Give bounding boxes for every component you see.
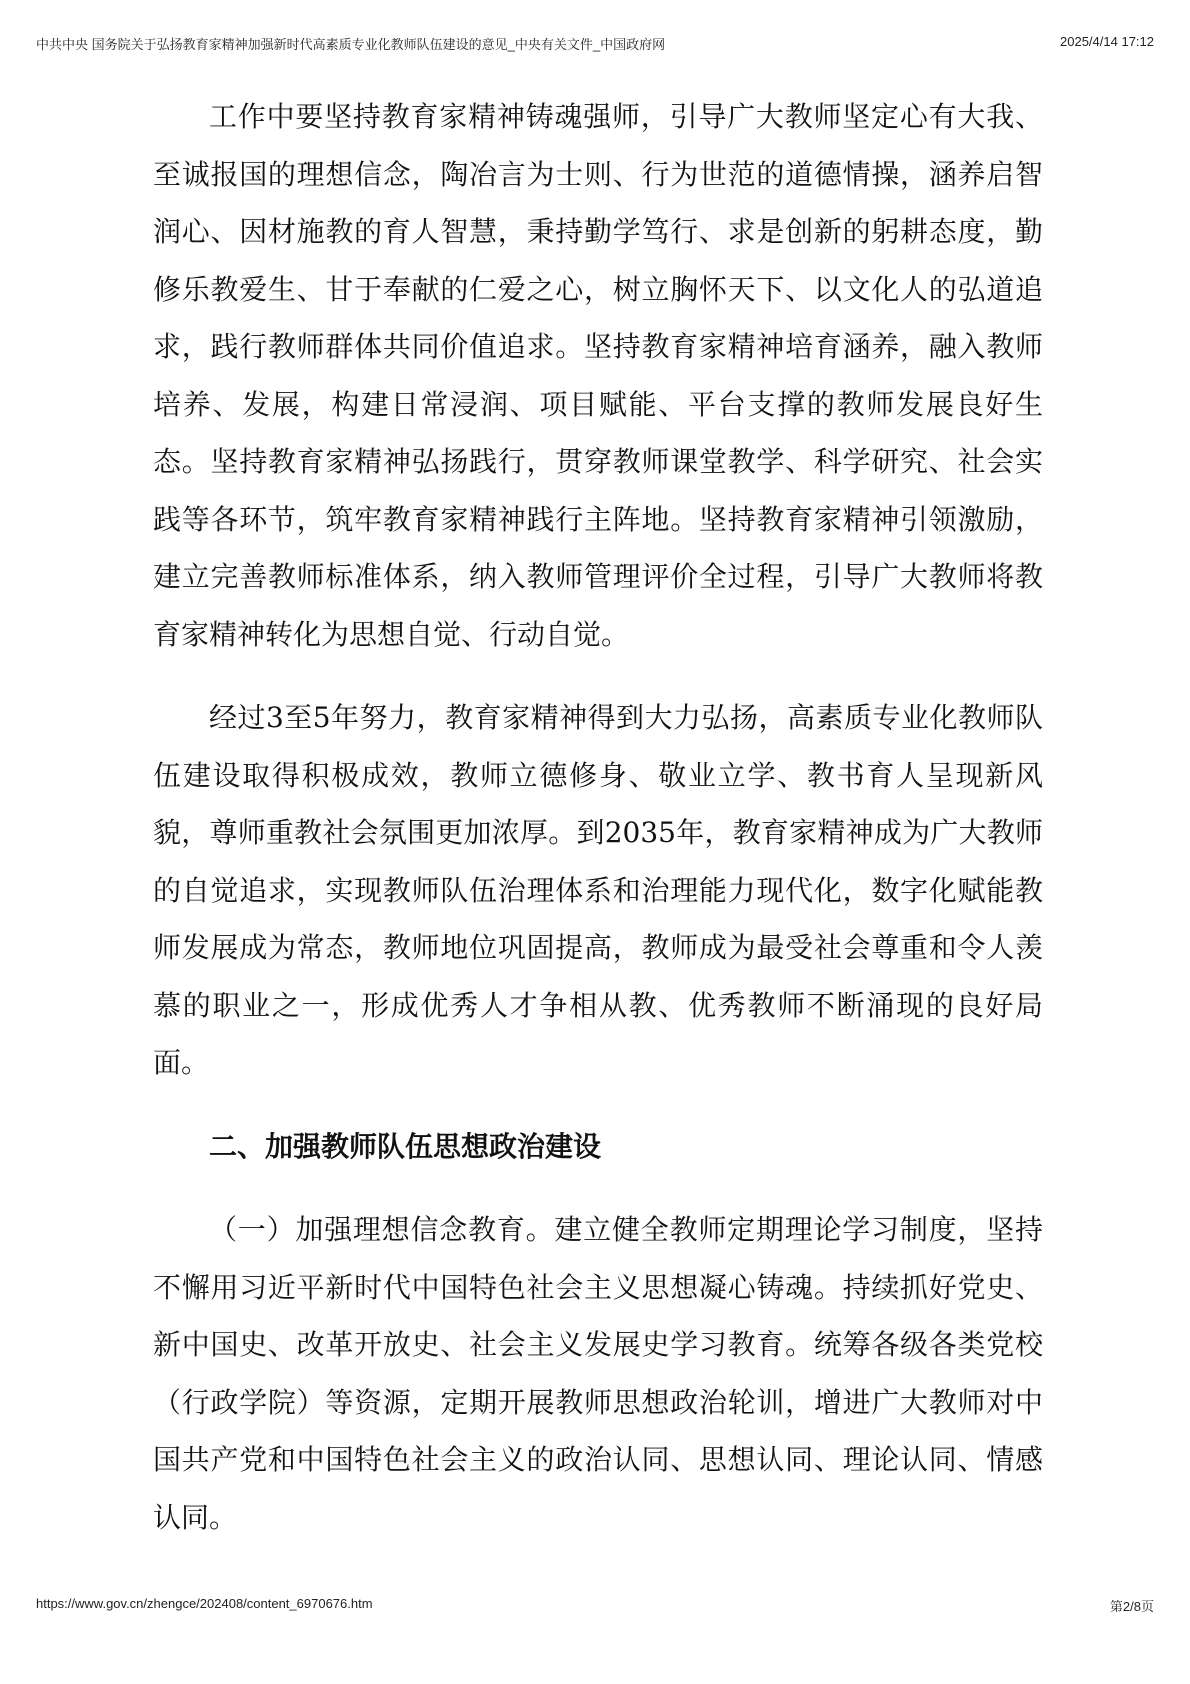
page-url: https://www.gov.cn/zhengce/202408/content_6970676.htm <box>36 1596 373 1611</box>
print-timestamp: 2025/4/14 17:12 <box>1060 34 1154 49</box>
section-heading: 二、加强教师队伍思想政治建设 <box>209 1129 602 1163</box>
document-body <box>153 88 1043 1546</box>
body-paragraph: （一）加强理想信念教育。建立健全教师定期理论学习制度，坚持不懈用习近平新时代中国特色社会主义思想凝心铸魂。持续抓好党史、新中国史、改革开放史、社会主义发展史学习教育。统筹各级各类党校（行政学院）等资源，定期开展教师思想政治轮训，增进广大教师对中国共产党和中国特色社会主义的政治认同、思想认同、理论认同、情感认同。 <box>153 1213 1043 1534</box>
body-paragraph: 经过3至5年努力，教育家精神得到大力弘扬，高素质专业化教师队伍建设取得积极成效，教师立德修身、敬业立学、教书育人呈现新风貌，尊师重教社会氛围更加浓厚。到2035年，教育家精神成为广大教师的自觉追求，实现教师队伍治理体系和治理能力现代化，数字化赋能教师发展成为常态，教师地位巩固提高，教师成为最受社会尊重和令人羡慕的职业之一，形成优秀人才争相从教、优秀教师不断涌现的良好局面。 <box>153 701 1043 1079</box>
print-footer <box>36 1596 1154 1616</box>
page-number: 第2/8页 <box>1109 1599 1154 1614</box>
document-title: 中共中央 国务院关于弘扬教育家精神加强新时代高素质专业化教师队伍建设的意见_中央有关文件_中国政府网 <box>36 37 666 52</box>
body-paragraph: 工作中要坚持教育家精神铸魂强师，引导广大教师坚定心有大我、至诚报国的理想信念，陶冶言为士则、行为世范的道德情操，涵养启智润心、因材施教的育人智慧，秉持勤学笃行、求是创新的躬耕态度，勤修乐教爱生、甘于奉献的仁爱之心，树立胸怀天下、以文化人的弘道追求，践行教师群体共同价值追求。坚持教育家精神培育涵养，融入教师培养、发展，构建日常浸润、项目赋能、平台支撑的教师发展良好生态。坚持教育家精神弘扬践行，贯穿教师课堂教学、科学研究、社会实践等各环节，筑牢教育家精神践行主阵地。坚持教育家精神引领激励，建立完善教师标准体系，纳入教师管理评价全过程，引导广大教师将教育家精神转化为思想自觉、行动自觉。 <box>153 100 1043 651</box>
print-header <box>36 34 1154 54</box>
